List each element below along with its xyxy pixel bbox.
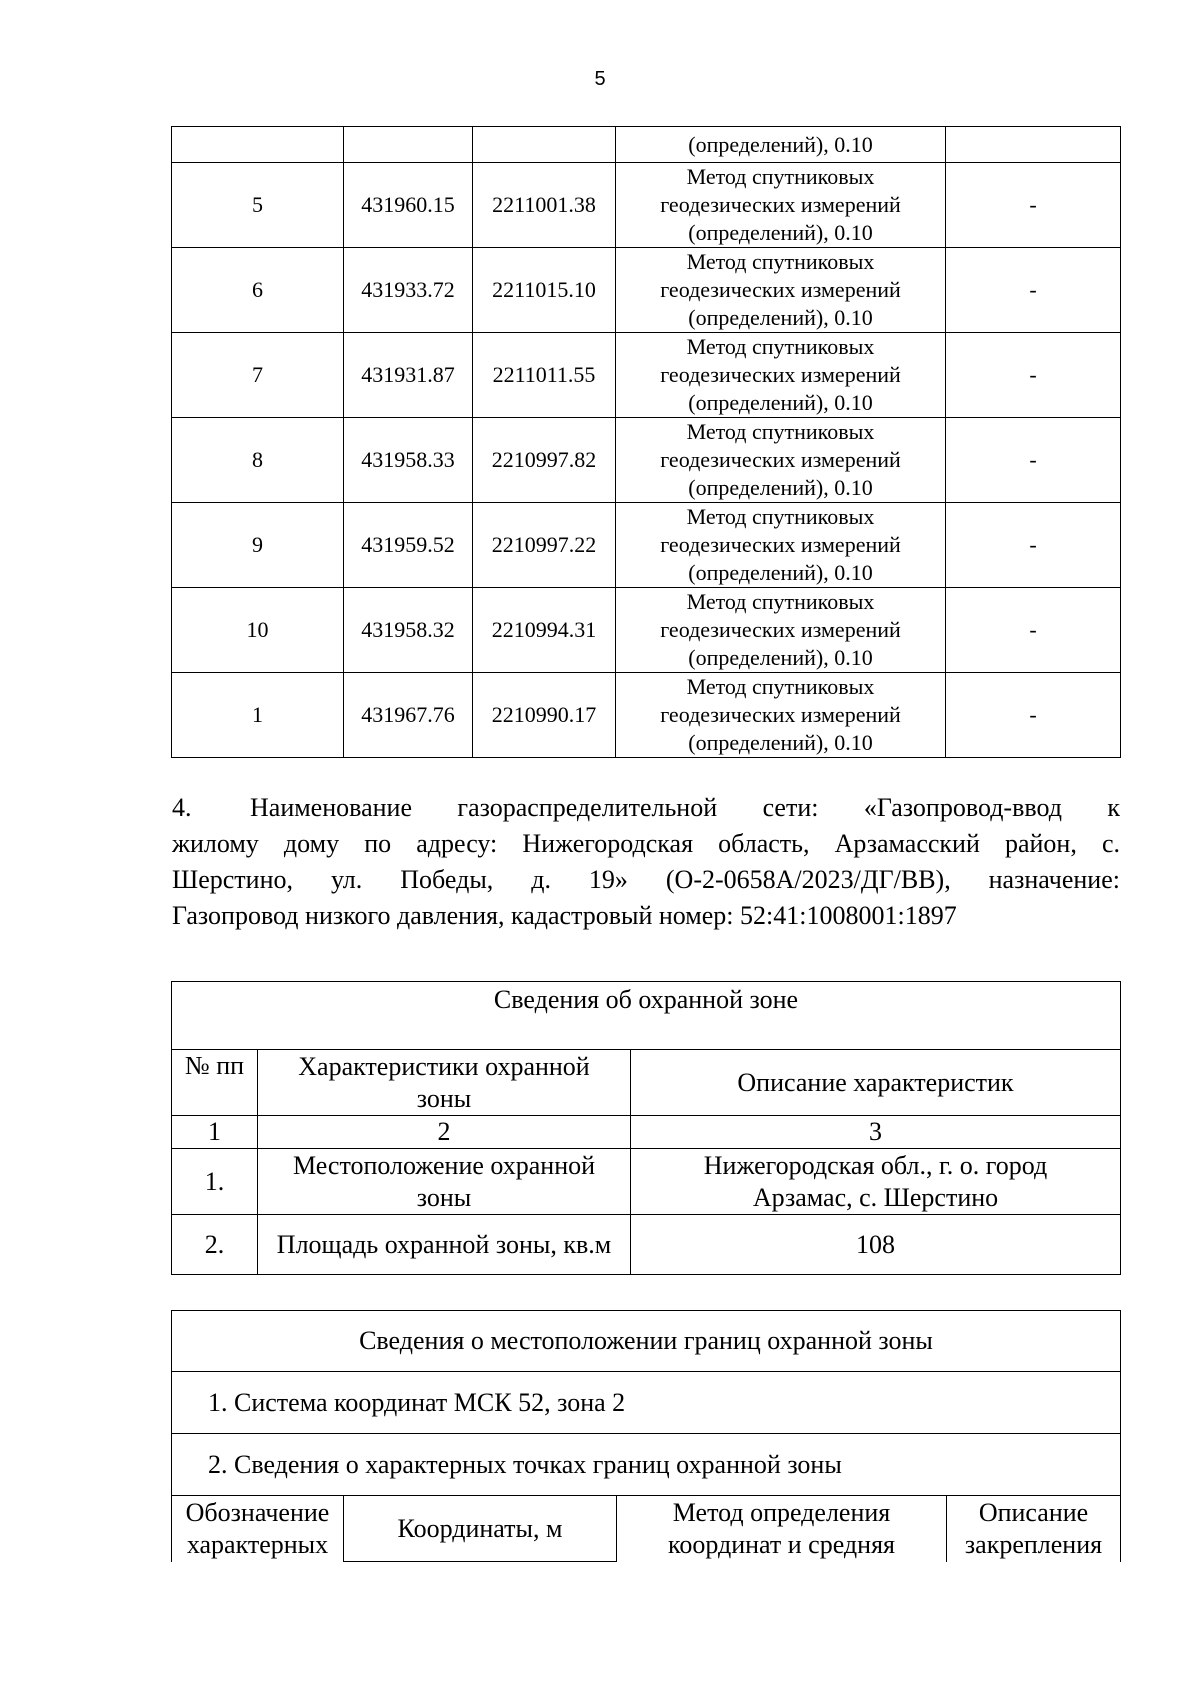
x-coordinate: 431960.15 (344, 163, 473, 248)
method-line: Метод спутниковых (686, 504, 875, 529)
coordinate-system-item: 1. Система координат МСК 52, зона 2 (172, 1372, 1121, 1434)
table-row (172, 673, 1121, 758)
x-coordinate: 431931.87 (344, 333, 473, 418)
index-cell: 2 (258, 1116, 631, 1149)
method-line: геодезических измерений (660, 192, 901, 217)
point-number: 10 (172, 588, 344, 673)
row-num: 2. (172, 1215, 258, 1275)
point-number: 5 (172, 163, 344, 248)
row-name (258, 1149, 631, 1215)
table-row (172, 1215, 1121, 1275)
method-line: Метод спутниковых (686, 589, 875, 614)
method-line: геодезических измерений (660, 532, 901, 557)
header-line: характерных (186, 1529, 329, 1559)
protection-zone-table (171, 981, 1121, 1275)
x-coordinate: 431958.32 (344, 588, 473, 673)
method-line: геодезических измерений (660, 702, 901, 727)
fixing-description: - (946, 248, 1121, 333)
paragraph-line: Шерстино, ул. Победы, д. 19» (О-2-0658А/2023/ДГ/ВВ), назначение: (172, 865, 1120, 894)
header-characteristics-line: Характеристики охранной (298, 1051, 590, 1081)
method-line: (определений), 0.10 (688, 475, 873, 500)
method-cell: (определений), 0.10 (616, 127, 946, 163)
table-row (172, 1116, 1121, 1149)
fixing-description: - (946, 588, 1121, 673)
table-row (172, 503, 1121, 588)
y-coordinate: 2211015.10 (473, 248, 616, 333)
zone-table-title: Сведения об охранной зоне (172, 982, 1121, 1050)
point-number: 1 (172, 673, 344, 758)
method-cell (616, 333, 946, 418)
method-line: Метод спутниковых (686, 249, 875, 274)
table-row (172, 1434, 1121, 1496)
cell-empty (172, 127, 344, 163)
network-paragraph (172, 790, 1120, 934)
row-name-line: Местоположение охранной (292, 1150, 596, 1180)
x-coordinate: 431958.33 (344, 418, 473, 503)
method-line: (определений), 0.10 (688, 645, 873, 670)
method-line: Метод спутниковых (686, 419, 875, 444)
x-coordinate: 431967.76 (344, 673, 473, 758)
row-value: 108 (631, 1215, 1121, 1275)
point-number: 6 (172, 248, 344, 333)
method-cell (616, 163, 946, 248)
header-description: Описание характеристик (631, 1050, 1121, 1116)
boundaries-table (171, 1310, 1121, 1562)
y-coordinate: 2211001.38 (473, 163, 616, 248)
method-line: (определений), 0.10 (688, 220, 873, 245)
method-line: Метод спутниковых (686, 164, 875, 189)
header-coordinates: Координаты, м (344, 1496, 617, 1562)
row-value (631, 1149, 1121, 1215)
method-cell (616, 673, 946, 758)
paragraph-line: Газопровод низкого давления, кадастровый номер: 52:41:1008001:1897 (172, 901, 957, 930)
point-number: 9 (172, 503, 344, 588)
table-row (172, 333, 1121, 418)
point-number: 7 (172, 333, 344, 418)
header-line: закрепления (964, 1529, 1103, 1559)
fixing-description: - (946, 333, 1121, 418)
y-coordinate: 2210997.22 (473, 503, 616, 588)
row-value-line: Арзамас, с. Шерстино (752, 1182, 999, 1212)
row-name: Площадь охранной зоны, кв.м (258, 1215, 631, 1275)
method-cell (616, 503, 946, 588)
method-line: Метод спутниковых (686, 674, 875, 699)
method-cell (616, 248, 946, 333)
method-line: геодезических измерений (660, 362, 901, 387)
table-row (172, 1311, 1121, 1372)
cell-empty (946, 127, 1121, 163)
fixing-description: - (946, 503, 1121, 588)
table-row (172, 588, 1121, 673)
method-line: геодезических измерений (660, 447, 901, 472)
method-line: (определений), 0.10 (688, 390, 873, 415)
x-coordinate: 431959.52 (344, 503, 473, 588)
fixing-description: - (946, 418, 1121, 503)
paragraph-line (172, 790, 1120, 826)
row-name-line: зоны (416, 1182, 472, 1212)
y-coordinate: 2210994.31 (473, 588, 616, 673)
header-line: Описание (978, 1497, 1089, 1527)
table-row (172, 418, 1121, 503)
method-line: (определений), 0.10 (688, 560, 873, 585)
table-row (172, 982, 1121, 1050)
fixing-description: - (946, 673, 1121, 758)
y-coordinate: 2211011.55 (473, 333, 616, 418)
index-cell: 1 (172, 1116, 258, 1149)
header-line: координат и средняя (668, 1529, 895, 1559)
row-value-line: Нижегородская обл., г. о. город (703, 1150, 1048, 1180)
header-line: Обозначение (185, 1497, 330, 1527)
index-cell: 3 (631, 1116, 1121, 1149)
cell-empty (473, 127, 616, 163)
header-characteristics-line: зоны (416, 1083, 472, 1113)
page-number: 5 (594, 68, 606, 90)
method-cell (616, 418, 946, 503)
table-row (172, 1050, 1121, 1116)
paragraph-text: Наименование газораспределительной сети: «Газопровод-ввод к (250, 793, 1120, 822)
method-line: Метод спутниковых (686, 334, 875, 359)
header-method (617, 1496, 947, 1562)
method-line: (определений), 0.10 (688, 730, 873, 755)
table-row (172, 1149, 1121, 1215)
header-characteristics (258, 1050, 631, 1116)
paragraph-line: жилому дому по адресу: Нижегородская область, Арзамасский район, с. (172, 829, 1120, 858)
cell-empty (344, 127, 473, 163)
coordinates-table (171, 126, 1121, 758)
method-cell (616, 588, 946, 673)
table-row (172, 1496, 1121, 1562)
bounds-table-title: Сведения о местоположении границ охранной зоны (172, 1311, 1121, 1372)
y-coordinate: 2210990.17 (473, 673, 616, 758)
table-row (172, 248, 1121, 333)
method-line: геодезических измерений (660, 617, 901, 642)
method-line: геодезических измерений (660, 277, 901, 302)
header-num: № пп (172, 1050, 258, 1116)
paragraph-number: 4. (172, 793, 192, 822)
header-description (947, 1496, 1121, 1562)
points-item: 2. Сведения о характерных точках границ охранной зоны (172, 1434, 1121, 1496)
x-coordinate: 431933.72 (344, 248, 473, 333)
row-num: 1. (172, 1149, 258, 1215)
table-row (172, 127, 1121, 163)
table-row (172, 1372, 1121, 1434)
point-number: 8 (172, 418, 344, 503)
method-line: (определений), 0.10 (688, 305, 873, 330)
table-row (172, 163, 1121, 248)
header-designation (172, 1496, 344, 1562)
header-line: Метод определения (672, 1497, 891, 1527)
fixing-description: - (946, 163, 1121, 248)
y-coordinate: 2210997.82 (473, 418, 616, 503)
